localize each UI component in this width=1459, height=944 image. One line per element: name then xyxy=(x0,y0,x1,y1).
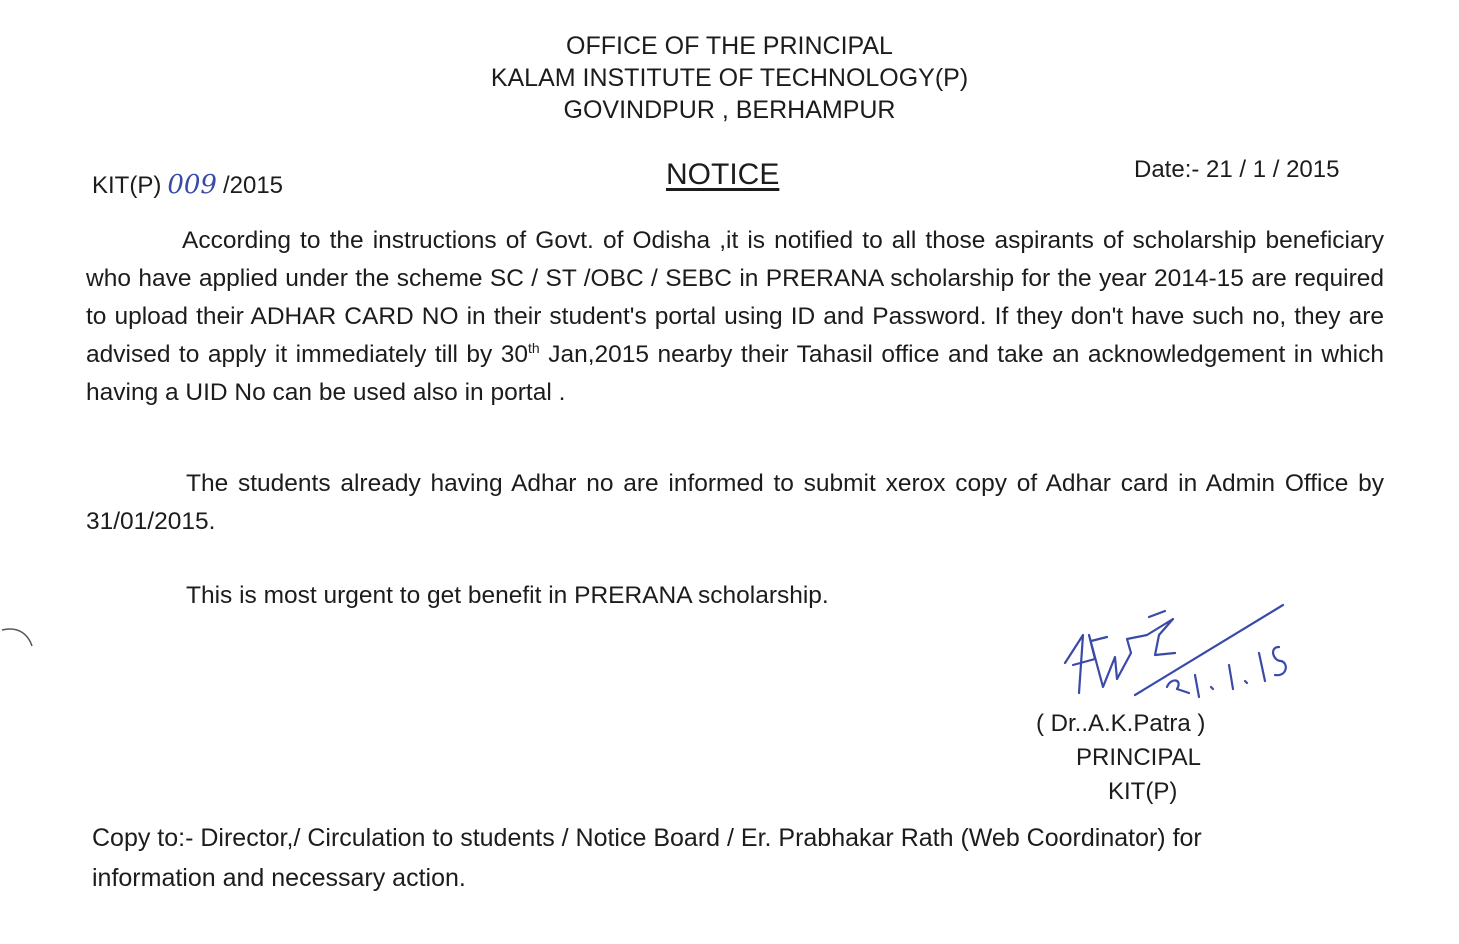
ordinal-suffix: th xyxy=(528,339,540,356)
notice-title: NOTICE xyxy=(666,158,780,191)
paragraph-instructions xyxy=(86,222,1384,412)
reference-number xyxy=(92,170,283,200)
signatory-organization: KIT(P) xyxy=(1108,778,1178,805)
paragraph-urgency: This is most urgent to get benefit in PRERANA scholarship. xyxy=(186,582,829,609)
letterhead xyxy=(0,30,1459,126)
reference-prefix: KIT(P) xyxy=(92,172,162,199)
institute-address: GOVINDPUR , BERHAMPUR xyxy=(563,96,896,124)
office-title: OFFICE OF THE PRINCIPAL xyxy=(566,32,893,60)
handwritten-reference-number: 009 xyxy=(167,170,217,200)
signatory-name: ( Dr..A.K.Patra ) xyxy=(1036,710,1206,737)
signatory-role: PRINCIPAL xyxy=(1076,744,1201,771)
paragraph-submission: The students already having Adhar no are informed to submit xerox copy of Adhar card in Admin Office by 31/01/2015. xyxy=(86,470,1384,535)
paragraph-instructions-part2: Jan,2015 nearby their Tahasil office and take an acknowledgement in which having a UID No can be used also in portal . xyxy=(86,341,1384,406)
notice-date: Date:- 21 / 1 / 2015 xyxy=(1134,156,1340,183)
reference-year: /2015 xyxy=(222,172,284,199)
signatory-block xyxy=(1036,707,1205,809)
institute-name: KALAM INSTITUTE OF TECHNOLOGY(P) xyxy=(490,64,969,92)
paper-mark xyxy=(0,620,40,670)
paragraph-instructions-part1: According to the instructions of Govt. of Odisha ,it is notified to all those aspirants of scholarship beneficiary who have applied under the scheme SC / ST /OBC / SEBC in PRERANA scholarship for the year 2014-15 are required to upload their ADHAR CARD NO in their student's portal using ID and Password. If they don't have such no, they are advised to apply it immediately till by 30 xyxy=(86,227,1384,368)
principal-signature xyxy=(1055,595,1325,705)
copy-to: Copy to:- Director,/ Circulation to students / Notice Board / Er. Prabhakar Rath (Web Coordinator) for information and necessary action. xyxy=(92,824,1202,892)
